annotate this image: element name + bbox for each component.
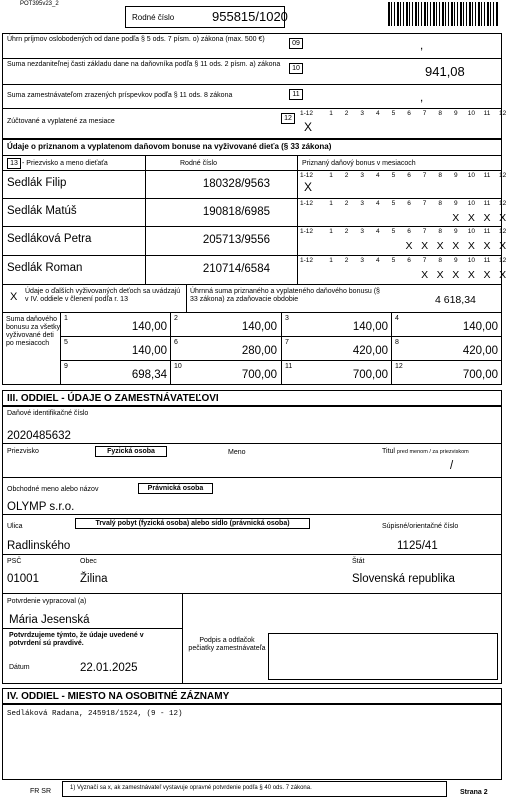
title-label-text: Titul (382, 448, 395, 455)
other-children-mark[interactable]: X (10, 291, 18, 303)
child-month-mark-8[interactable]: X (436, 269, 444, 281)
row12-month-9: 9 (453, 110, 458, 117)
number-label: Súpisné/orientačné číslo (382, 523, 459, 530)
fo-tag: Fyzická osoba (95, 446, 167, 457)
child-month-mark-12[interactable]: X (499, 240, 507, 252)
notes-text: Sedláková Radana, 245918/1524, (9 - 12) (7, 710, 183, 718)
row12-month-4: 4 (375, 110, 380, 117)
child-month-label-10: 10 (467, 172, 475, 179)
row12-month-6: 6 (407, 110, 411, 117)
month-sum-value-11[interactable]: 700,00 (352, 369, 388, 381)
row12-month-1: 1 (329, 110, 333, 117)
child-col-rc: Rodné číslo (180, 160, 217, 167)
rc-value: 955815/1020 (212, 9, 288, 24)
row11-label: Suma zamestnávateľom zrazených príspevkov podľa § 11 ods. 8 zákona (7, 92, 233, 99)
child-month-label-3: 3 (360, 257, 364, 264)
name-label: Meno (228, 449, 246, 456)
month-sum-value-2[interactable]: 140,00 (241, 321, 277, 333)
child-month-label-2: 2 (344, 172, 349, 179)
child-rc[interactable]: 205713/9556 (202, 234, 270, 246)
month-sum-value-4[interactable]: 140,00 (462, 321, 498, 333)
month-sum-value-6[interactable]: 280,00 (241, 345, 277, 357)
row12-month-5: 5 (391, 110, 396, 117)
other-children-text: Údaje o ďalších vyživovaných deťoch sa uvádzajú v IV. oddiele v členení podľa r. 13 (25, 288, 181, 304)
child-month-label-1: 1 (329, 200, 333, 207)
child-month-mark-11[interactable]: X (483, 240, 491, 252)
child-month-label-5: 5 (391, 228, 396, 235)
child-month-label-1: 1 (329, 257, 333, 264)
child-month-label-6: 6 (407, 228, 411, 235)
row12-month-2: 2 (344, 110, 349, 117)
section3-title: III. ODDIEL - ÚDAJE O ZAMESTNÁVATEĽOVI (2, 390, 502, 406)
street-value[interactable]: Radlinského (7, 540, 71, 552)
child-month-label-4: 4 (375, 257, 380, 264)
child-month-mark-8[interactable]: X (436, 240, 444, 252)
month-sum-value-8[interactable]: 420,00 (462, 345, 498, 357)
psc-value[interactable]: 01001 (7, 573, 39, 585)
child-month-label-9: 9 (453, 200, 458, 207)
month-sum-number-8: 8 (395, 339, 399, 346)
date-value[interactable]: 22.01.2025 (80, 662, 138, 674)
child-rc[interactable]: 210714/6584 (202, 263, 270, 275)
child-month-label-4: 4 (375, 228, 380, 235)
form-code: POT395v23_2 (20, 1, 59, 7)
month-sum-number-5: 5 (64, 339, 68, 346)
bonus-title: Údaje o priznanom a vyplatenom daňovom bonuse na vyživované dieťa (§ 33 zákona) (7, 142, 332, 151)
child-range-label: 1-12 (300, 257, 314, 264)
child-range-mark[interactable]: X (303, 180, 312, 194)
child-month-label-1: 1 (329, 228, 333, 235)
month-sum-number-11: 11 (285, 363, 293, 370)
child-month-label-11: 11 (483, 228, 491, 235)
rc-label: Rodné číslo (132, 13, 175, 22)
title-label-hint: pred menom / za priezviskom (396, 449, 469, 455)
child-month-label-6: 6 (407, 200, 411, 207)
po-tag: Právnická osoba (138, 483, 213, 494)
row9-number: 09 (289, 38, 303, 49)
barcode (388, 2, 498, 26)
child-month-mark-9[interactable]: X (452, 212, 460, 224)
child-month-label-2: 2 (344, 257, 349, 264)
month-sum-value-12[interactable]: 700,00 (462, 369, 498, 381)
month-sum-label: Suma daňového bonusu za všetky vyživované deti po mesiacoch (6, 316, 61, 348)
title-value[interactable]: / (450, 460, 454, 472)
child-month-label-9: 9 (453, 228, 458, 235)
child-month-label-12: 12 (498, 228, 507, 235)
psc-label: PSČ (7, 558, 22, 565)
row9-value[interactable]: , (420, 40, 424, 52)
state-value[interactable]: Slovenská republika (352, 573, 455, 585)
company-label: Obchodné meno alebo názov (7, 486, 99, 493)
date-label: Dátum (9, 664, 30, 671)
section4-title: IV. ODDIEL - MIESTO NA OSOBITNÉ ZÁZNAMY (2, 688, 502, 704)
month-sum-value-10[interactable]: 700,00 (241, 369, 277, 381)
month-sum-number-7: 7 (285, 339, 289, 346)
month-sum-value-9[interactable]: 698,34 (131, 369, 167, 381)
child-month-label-8: 8 (438, 228, 442, 235)
child-range-label: 1-12 (300, 200, 314, 207)
child-month-label-7: 7 (422, 228, 427, 235)
row12-month-8: 8 (438, 110, 442, 117)
child-month-label-10: 10 (467, 200, 475, 207)
child-month-label-1: 1 (329, 172, 333, 179)
child-month-mark-7[interactable]: X (421, 269, 429, 281)
row12-month-11: 11 (483, 110, 491, 117)
row12-month-12: 12 (498, 110, 507, 117)
child-month-label-12: 12 (498, 257, 507, 264)
row12-month-3: 3 (360, 110, 364, 117)
month-sum-number-4: 4 (395, 315, 399, 322)
child-month-label-2: 2 (344, 200, 349, 207)
confirm-text: Potvrdzujeme týmto, že údaje uvedené v potvrdení sú pravdivé. (9, 632, 144, 648)
child-month-label-4: 4 (375, 172, 380, 179)
row12-month-10: 10 (467, 110, 475, 117)
child-month-label-11: 11 (483, 257, 491, 264)
child-month-label-11: 11 (483, 200, 491, 207)
month-sum-number-2: 2 (174, 315, 178, 322)
child-month-label-7: 7 (422, 172, 427, 179)
month-sum-value-7[interactable]: 420,00 (352, 345, 388, 357)
child-month-mark-9[interactable]: X (452, 240, 460, 252)
row12-month-7: 7 (422, 110, 427, 117)
month-sum-value-3[interactable]: 140,00 (352, 321, 388, 333)
child-month-mark-12[interactable]: X (499, 212, 507, 224)
child-month-label-3: 3 (360, 172, 364, 179)
city-label: Obec (80, 558, 97, 565)
row12-number: 12 (281, 113, 295, 124)
child-month-mark-11[interactable]: X (483, 269, 491, 281)
child-month-label-11: 11 (483, 172, 491, 179)
child-month-label-3: 3 (360, 200, 364, 207)
signature-box[interactable] (268, 633, 498, 680)
row11-value[interactable]: , (420, 92, 424, 104)
month-sum-number-12: 12 (395, 363, 403, 370)
child-name[interactable]: Sedlák Matúš (7, 205, 77, 217)
preparer-label: Potvrdenie vypracoval (a) (7, 598, 87, 605)
child-month-label-8: 8 (438, 200, 442, 207)
row10-value[interactable]: 941,08 (425, 64, 465, 79)
child-month-label-4: 4 (375, 200, 380, 207)
number-value[interactable]: 1125/41 (397, 540, 438, 552)
row10-label: Suma nezdaniteľnej časti základu dane na daňovníka podľa § 11 ods. 2 písm. a) zákona (7, 61, 281, 68)
child-month-label-10: 10 (467, 228, 475, 235)
row9-label: Úhrn príjmov oslobodených od dane podľa § 5 ods. 7 písm. o) zákona (max. 500 €) (7, 36, 265, 43)
child-month-label-12: 12 (498, 200, 507, 207)
child-range-label: 1-12 (300, 172, 314, 179)
child-month-mark-10[interactable]: X (467, 212, 475, 224)
child-month-label-5: 5 (391, 172, 396, 179)
child-rc[interactable]: 190818/6985 (202, 206, 270, 218)
child-month-label-2: 2 (344, 228, 349, 235)
month-sum-number-6: 6 (174, 339, 178, 346)
child-month-label-6: 6 (407, 257, 411, 264)
child-month-mark-10[interactable]: X (467, 240, 475, 252)
title-label (382, 448, 469, 456)
child-month-label-9: 9 (453, 257, 458, 264)
preparer-value[interactable]: Mária Jesenská (9, 614, 90, 626)
child-month-label-5: 5 (391, 257, 396, 264)
row12-label: Zúčtované a vyplatené za mesiace (7, 118, 115, 125)
child-month-mark-12[interactable]: X (499, 269, 507, 281)
footer-left: FR SR (30, 788, 51, 795)
surname-label: Priezvisko (7, 448, 39, 455)
month-sum-number-3: 3 (285, 315, 289, 322)
month-sum-number-10: 10 (174, 363, 182, 370)
child-month-mark-6[interactable]: X (405, 240, 413, 252)
child-month-label-10: 10 (467, 257, 475, 264)
bonus-total-value[interactable]: 4 618,34 (435, 294, 476, 306)
child-month-mark-9[interactable]: X (452, 269, 460, 281)
child-rc[interactable]: 180328/9563 (202, 178, 270, 190)
footer-note: 1) Vyznačí sa x, ak zamestnávateľ vystavuje opravné potvrdenie podľa § 40 ods. 7 zákona. (70, 785, 312, 791)
row11-number: 11 (289, 89, 303, 100)
child-month-label-6: 6 (407, 172, 411, 179)
child-month-label-8: 8 (438, 172, 442, 179)
month-sum-value-1[interactable]: 140,00 (131, 321, 167, 333)
child-range-label: 1-12 (300, 228, 314, 235)
child-month-label-3: 3 (360, 228, 364, 235)
month-sum-value-5[interactable]: 140,00 (131, 345, 167, 357)
child-month-label-8: 8 (438, 257, 442, 264)
month-sum-number-9: 9 (64, 363, 68, 370)
page-number: Strana 2 (460, 789, 488, 796)
child-month-label-7: 7 (422, 200, 427, 207)
child-name[interactable]: Sedlák Filip (7, 177, 67, 189)
month-sum-number-1: 1 (64, 315, 68, 322)
company-value[interactable]: OLYMP s.r.o. (7, 501, 75, 513)
child-month-mark-10[interactable]: X (467, 269, 475, 281)
row12-range: 1-12 (300, 110, 314, 117)
street-label: Ulica (7, 523, 23, 530)
child-month-mark-7[interactable]: X (421, 240, 429, 252)
child-col-number: 13 (7, 158, 21, 169)
child-col-months: Priznaný daňový bonus v mesiacoch (302, 160, 416, 167)
dic-label: Daňové identifikačné číslo (7, 410, 89, 417)
child-name[interactable]: Sedlák Roman (7, 262, 83, 274)
row10-number: 10 (289, 63, 303, 74)
child-name[interactable]: Sedláková Petra (7, 233, 92, 245)
address-tag: Trvalý pobyt (fyzická osoba) alebo sídlo (právnická osoba) (75, 518, 310, 529)
child-month-mark-11[interactable]: X (483, 212, 491, 224)
child-month-label-7: 7 (422, 257, 427, 264)
sign-label: Podpis a odtlačok pečiatky zamestnávateľa (188, 637, 266, 653)
dic-value[interactable]: 2020485632 (7, 430, 71, 442)
child-month-label-5: 5 (391, 200, 396, 207)
child-month-label-12: 12 (498, 172, 507, 179)
bonus-total-label: Úhrnná suma priznaného a vyplateného daňového bonusu (§ 33 zákona) za zdaňovacie obdobie (190, 288, 380, 304)
child-col-name: - Priezvisko a meno dieťaťa (22, 160, 108, 167)
child-month-label-9: 9 (453, 172, 458, 179)
state-label: Štát (352, 558, 365, 565)
row12-range-mark[interactable]: X (304, 120, 313, 134)
city-value[interactable]: Žilina (80, 573, 108, 585)
